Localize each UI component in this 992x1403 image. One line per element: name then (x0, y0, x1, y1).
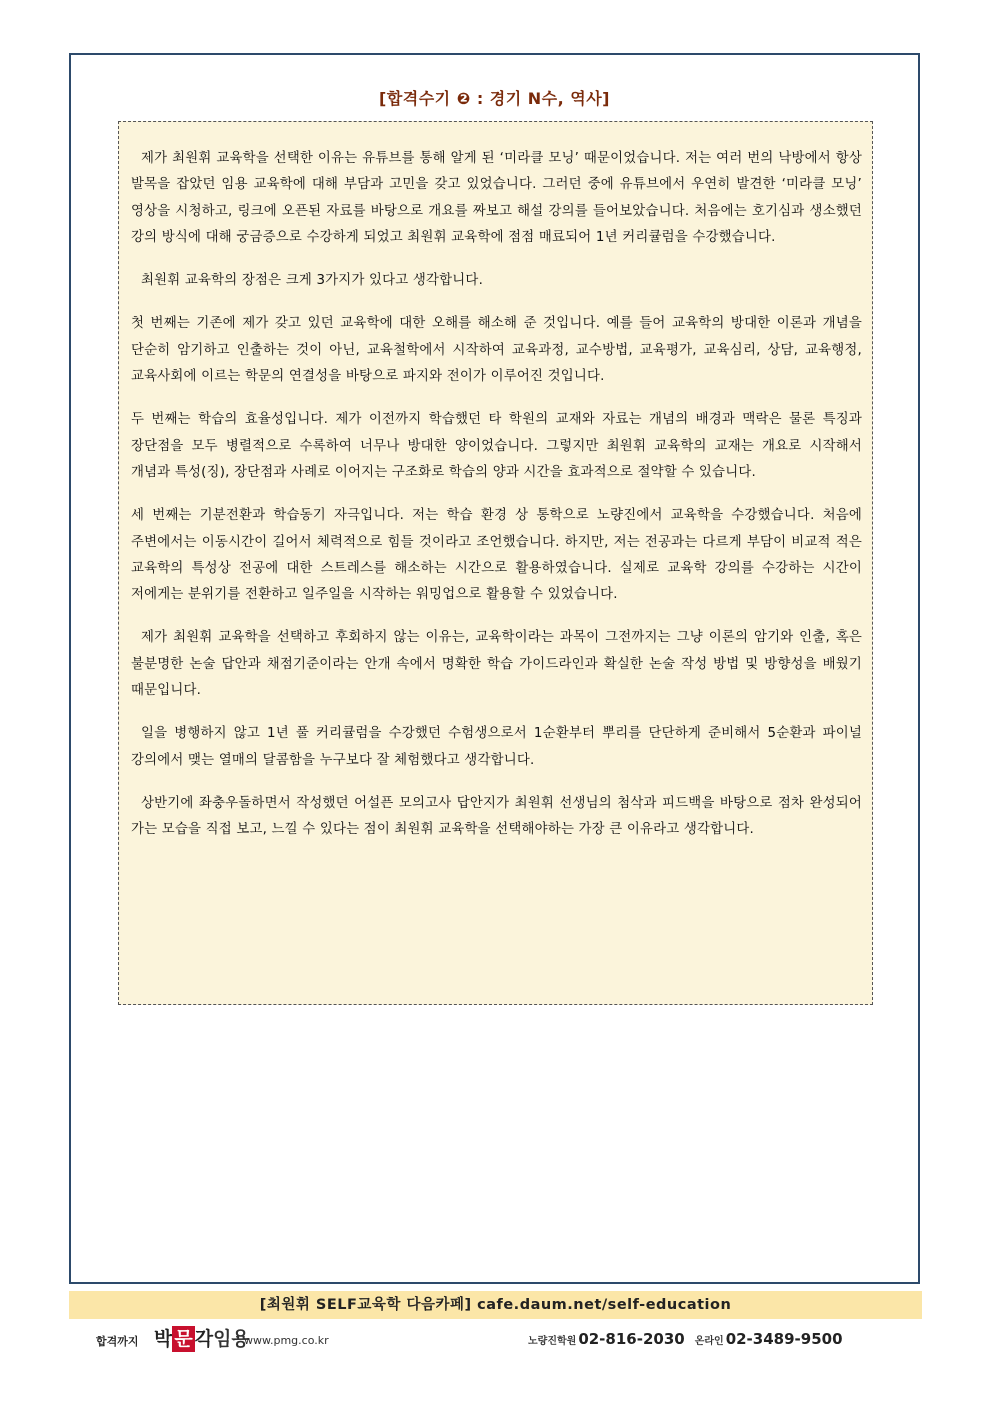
brand-prefix: 합격까지 (96, 1335, 139, 1348)
paragraph: 최원휘 교육학의 장점은 크게 3가지가 있다고 생각합니다. (141, 273, 484, 289)
paragraph: 첫 번째는 기존에 제가 갖고 있던 교육학에 대한 오해를 해소해 준 것입니다. 예를 들어 교육학의 방대한 이론과 개념을 단순히 암기하고 인출하는 것이 아닌, 교육철학에서 시작하여 교육과정, 교수방법, 교육평가, 교육심리, 상담, 교육행정, 교육사회에 이르는 학문의 연결성을 바탕으로 파지와 전이가 이루어진 것입니다. (131, 316, 862, 385)
logo-char: 각 (194, 1328, 214, 1350)
logo-char: 문 (174, 1328, 193, 1350)
paragraph: 제가 최원휘 교육학을 선택하고 후회하지 않는 이유는, 교육학이라는 과목이 그전까지는 그냥 이론의 암기와 인출, 혹은 불분명한 논술 답안과 채점기준이라는 안개 속에서 명확한 학습 가이드라인과 확실한 논술 작성 방법 및 방향성을 배웠기 때문입니다. (131, 630, 862, 699)
cafe-banner[interactable]: [최원휘 SELF교육학 다음카페] cafe.daum.net/self-education (69, 1291, 922, 1319)
page-title: [합격수기 ❷ : 경기 N수, 역사] (379, 89, 610, 108)
contact-label: 온라인 (694, 1336, 724, 1347)
testimonial-box (118, 121, 873, 1005)
publisher-logo (154, 1326, 250, 1354)
logo-suffix: 임용 (213, 1328, 250, 1350)
paragraph: 세 번째는 기분전환과 학습동기 자극입니다. 저는 학습 환경 상 통학으로 노량진에서 교육학을 수강했습니다. 처음에 주변에서는 이동시간이 길어서 체력적으로 힘들 것이라고 조언했습니다. 하지만, 저는 전공과는 다르게 부담이 비교적 적은 교육학의 특성상 전공에 대한 스트레스를 해소하는 시간으로 활용하였습니다. 실제로 교육학 강의를 수강하는 시간이 저에게는 분위기를 전환하고 일주일을 시작하는 워밍업으로 활용할 수 있었습니다. (131, 508, 862, 603)
phone-number: 02-3489-9500 (725, 1330, 843, 1348)
logo-char: 박 (154, 1328, 173, 1350)
paragraph: 상반기에 좌충우돌하면서 작성했던 어설픈 모의고사 답안지가 최원휘 선생님의 첨삭과 피드백을 바탕으로 점차 완성되어 가는 모습을 직접 보고, 느낄 수 있다는 점이 최원휘 교육학을 선택해야하는 가장 큰 이유라고 생각합니다. (131, 795, 862, 838)
website-link[interactable]: www.pmg.co.kr (244, 1334, 329, 1347)
paragraph: 일을 병행하지 않고 1년 풀 커리큘럼을 수강했던 수험생으로서 1순환부터 뿌리를 단단하게 준비해서 5순환과 파이널 강의에서 맺는 열매의 달콤함을 누구보다 잘 체험했다고 생각합니다. (131, 726, 862, 768)
contact-info (528, 1330, 843, 1348)
paragraph: 제가 최원휘 교육학을 선택한 이유는 유튜브를 통해 알게 된 ‘미라클 모닝’ 때문이었습니다. 저는 여러 번의 낙방에서 항상 발목을 잡았던 임용 교육학에 대해 부담과 고민을 갖고 있었습니다. 그러던 중에 유튜브에서 우연히 발견한 ‘미라클 모닝’ 영상을 시청하고, 링크에 오픈된 자료를 바탕으로 개요를 짜보고 해설 강의를 들어보았습니다. 처음에는 호기심과 생소했던 강의 방식에 대해 궁금증으로 수강하게 되었고 최원휘 교육학에 점점 매료되어 1년 커리큘럼을 수강했습니다. (131, 151, 862, 245)
paragraph: 두 번째는 학습의 효율성입니다. 제가 이전까지 학습했던 타 학원의 교재와 자료는 개념의 배경과 맥락은 물론 특징과 장단점을 모두 병렬적으로 수록하여 너무나 방대한 양이었습니다. 그렇지만 최원휘 교육학의 교재는 개요로 시작해서 개념과 특성(징), 장단점과 사례로 이어지는 구조화로 학습의 양과 시간을 효과적으로 절약할 수 있습니다. (131, 412, 862, 480)
phone-number: 02-816-2030 (578, 1330, 685, 1348)
publisher-footer (96, 1326, 896, 1356)
contact-label: 노량진학원 (528, 1336, 577, 1347)
